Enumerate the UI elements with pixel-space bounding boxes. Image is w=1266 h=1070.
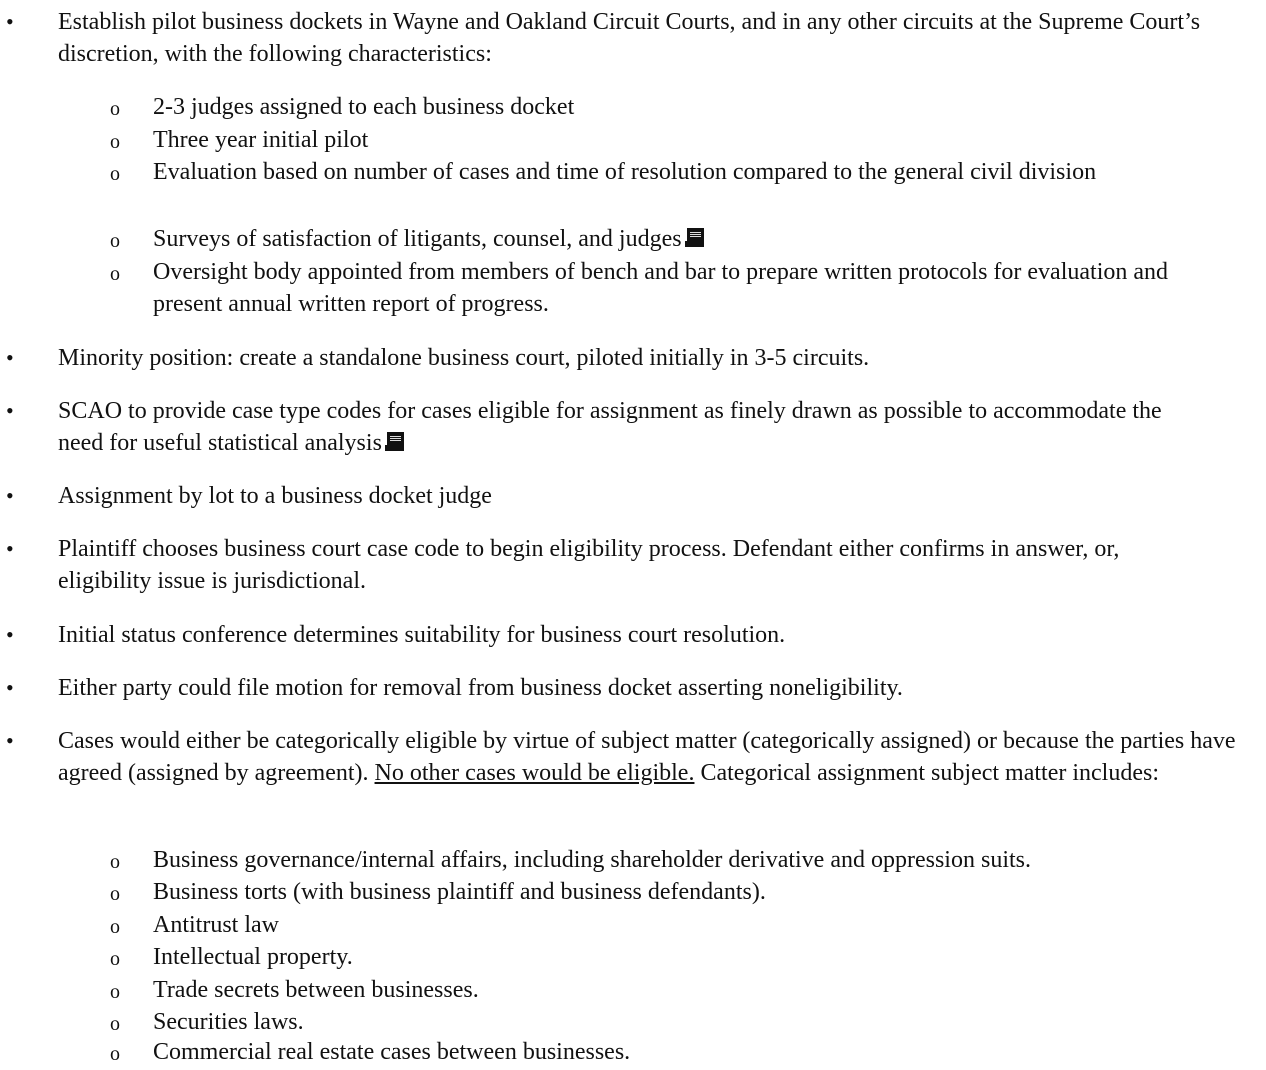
subbullet-marker: o xyxy=(110,131,120,153)
bullet-3-text xyxy=(58,395,1168,459)
bullet-marker: • xyxy=(6,675,14,700)
bullet-8-text-before: Cases would either be categorically eligible by virtue of subject matter (categorically assigned) or because the parties have agreed (assigned by agreement). xyxy=(58,728,1236,786)
subbullet-marker: o xyxy=(110,163,120,185)
sub-item: Antitrust law xyxy=(153,912,279,938)
subbullet-marker: o xyxy=(110,883,120,905)
sub-item xyxy=(153,223,1253,255)
sub-item: Trade secrets between businesses. xyxy=(153,977,479,1003)
bullet-marker: • xyxy=(6,398,14,423)
subbullet-marker: o xyxy=(110,948,120,970)
bullet-2-text: Minority position: create a standalone business court, piloted initially in 3-5 circuits. xyxy=(58,345,870,371)
sub-item: Business torts (with business plaintiff and business defendants). xyxy=(153,879,766,905)
subbullet-marker: o xyxy=(110,230,120,252)
bullet-marker: • xyxy=(6,9,14,34)
bullet-4-text: Assignment by lot to a business docket judge xyxy=(58,483,492,509)
bullet-3-body: SCAO to provide case type codes for cases eligible for assignment as finely drawn as possible to accommodate the need for useful statistical analysis xyxy=(58,398,1162,456)
sub-item: Three year initial pilot xyxy=(153,127,369,153)
sub-item: Commercial real estate cases between businesses. xyxy=(153,1039,631,1065)
bullet-5-text: Plaintiff chooses business court case code to begin eligibility process. Defendant either confirms in answer, or, eligibility issue is jurisdictional. xyxy=(58,536,1120,594)
subbullet-marker: o xyxy=(110,98,120,120)
bullet-8-text-after: Categorical assignment subject matter includes: xyxy=(700,760,1159,786)
bullet-marker: • xyxy=(6,728,14,753)
underlined-text: No other cases would be eligible. xyxy=(374,760,695,786)
bullet-1-text: Establish pilot business dockets in Wayne and Oakland Circuit Courts, and in any other circuits at the Supreme Court’s discretion, with the following characteristics: xyxy=(58,9,1201,67)
bullet-8-text xyxy=(58,725,1258,789)
bullet-marker: • xyxy=(6,345,14,370)
subbullet-marker: o xyxy=(110,916,120,938)
bullet-marker: • xyxy=(6,483,14,508)
bullet-6-text: Initial status conference determines suitability for business court resolution. xyxy=(58,622,786,648)
subbullet-marker: o xyxy=(110,851,120,873)
sub-item: Securities laws. xyxy=(153,1009,304,1035)
bullet-7-text: Either party could file motion for removal from business docket asserting noneligibility. xyxy=(58,675,903,701)
bullet-marker: • xyxy=(6,536,14,561)
sub-item: Intellectual property. xyxy=(153,944,353,970)
subbullet-marker: o xyxy=(110,1013,120,1035)
bullet-marker: • xyxy=(6,622,14,647)
sub-item: 2-3 judges assigned to each business docket xyxy=(153,94,575,120)
sub-item: Business governance/internal affairs, including shareholder derivative and oppression suits. xyxy=(153,847,1031,873)
subbullet-marker: o xyxy=(110,1043,120,1065)
sub-item: Oversight body appointed from members of bench and bar to prepare written protocols for evaluation and present annual written report of progress. xyxy=(153,259,1169,317)
computer-icon xyxy=(685,228,704,248)
sub-item-text: Surveys of satisfaction of litigants, counsel, and judges xyxy=(153,226,682,252)
computer-icon xyxy=(385,432,404,452)
subbullet-marker: o xyxy=(110,263,120,285)
subbullet-marker: o xyxy=(110,981,120,1003)
sub-item: Evaluation based on number of cases and time of resolution compared to the general civil division xyxy=(153,159,1097,185)
